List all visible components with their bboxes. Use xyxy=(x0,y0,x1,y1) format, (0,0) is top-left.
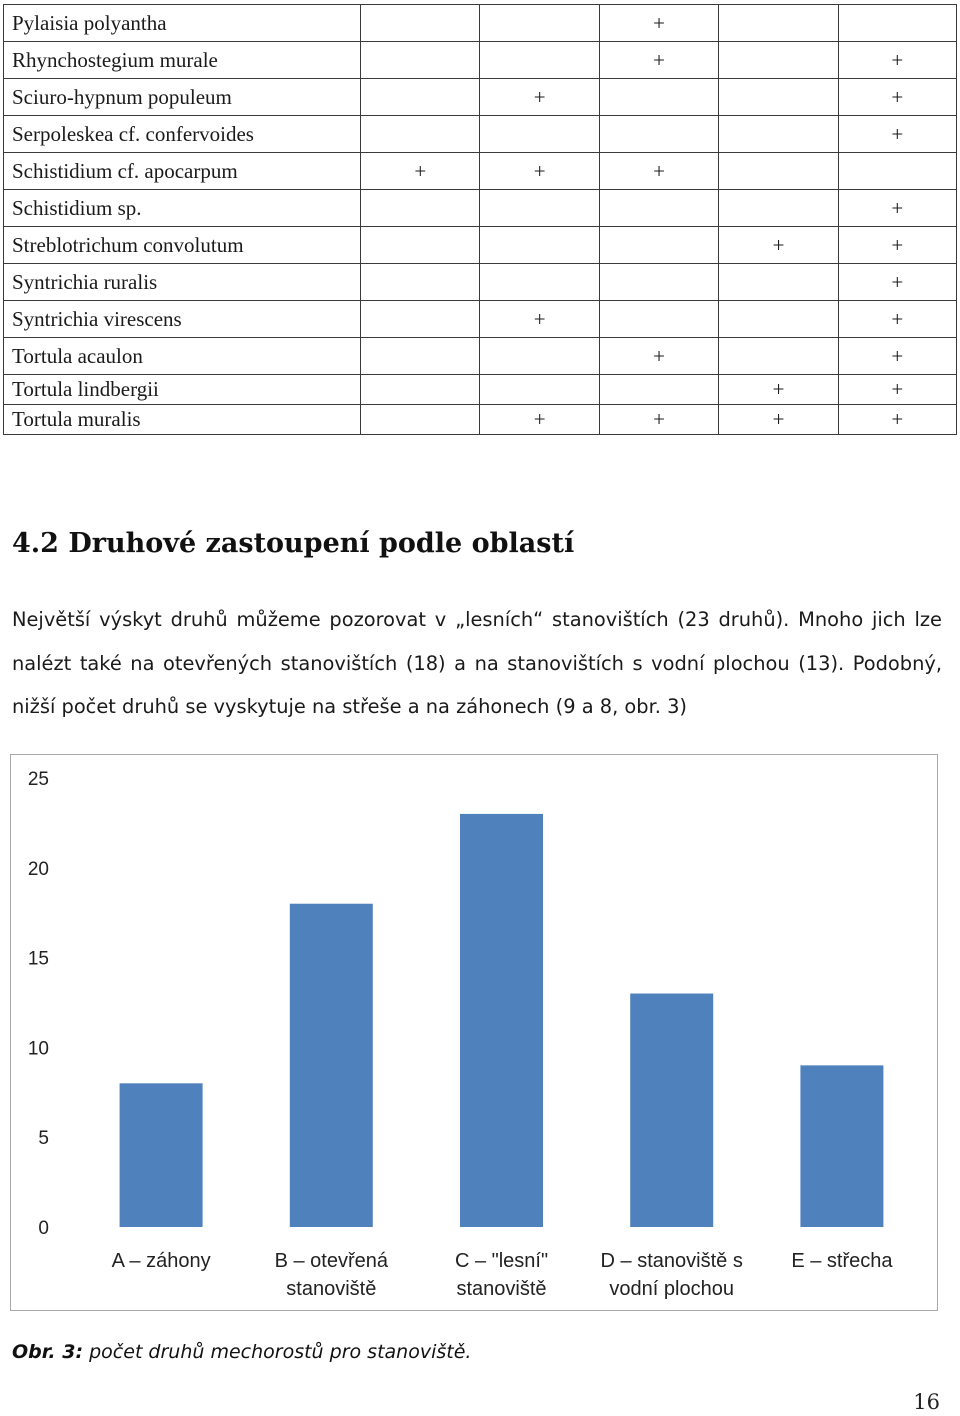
occurrence-cell xyxy=(719,79,838,116)
occurrence-cell xyxy=(480,338,599,375)
species-name: Schistidium cf. apocarpum xyxy=(4,153,361,190)
y-tick-label: 20 xyxy=(27,858,49,880)
occurrence-cell: + xyxy=(838,405,956,435)
figure-caption xyxy=(12,1341,471,1363)
table-row xyxy=(4,301,957,338)
x-category-label: C – "lesní" xyxy=(454,1250,549,1272)
occurrence-cell: + xyxy=(838,79,956,116)
occurrence-cell xyxy=(480,116,599,153)
occurrence-cell: + xyxy=(361,153,480,190)
occurrence-cell xyxy=(838,5,956,42)
bar xyxy=(460,814,543,1227)
body-paragraph: Největší výskyt druhů můžeme pozorovat v „lesních“ stanovištích (23 druhů). Mnoho jich lze nalézt také na otevřených stanovištích (18) a na stanovištích s vodní plochou (13). Podobný, nižší počet druhů se vyskytuje na střeše a na záhonech (9 a 8, obr. 3) xyxy=(12,608,942,718)
x-category-label: stanoviště xyxy=(286,1278,377,1300)
occurrence-cell: + xyxy=(480,153,599,190)
occurrence-cell: + xyxy=(719,375,838,405)
x-category-label: A – záhony xyxy=(111,1250,211,1272)
occurrence-cell xyxy=(719,116,838,153)
y-tick-label: 0 xyxy=(38,1218,49,1239)
occurrence-cell: + xyxy=(838,375,956,405)
table-row xyxy=(4,116,957,153)
occurrence-cell xyxy=(599,227,718,264)
bar-chart-svg xyxy=(11,755,937,1310)
species-name: Tortula muralis xyxy=(4,405,361,435)
species-table-body xyxy=(4,5,957,435)
bar xyxy=(120,1083,203,1227)
occurrence-cell: + xyxy=(719,405,838,435)
section-heading: 4.2 Druhové zastoupení podle oblastí xyxy=(12,528,575,559)
occurrence-cell xyxy=(480,42,599,79)
bar xyxy=(800,1065,883,1227)
occurrence-cell xyxy=(480,5,599,42)
occurrence-cell: + xyxy=(838,42,956,79)
species-name: Syntrichia virescens xyxy=(4,301,361,338)
table-row xyxy=(4,227,957,264)
x-category-label: stanoviště xyxy=(456,1278,547,1300)
occurrence-cell: + xyxy=(599,5,718,42)
caption-text: počet druhů mechorostů pro stanoviště. xyxy=(83,1341,472,1363)
table-row xyxy=(4,79,957,116)
occurrence-cell xyxy=(361,190,480,227)
occurrence-cell xyxy=(361,405,480,435)
bar xyxy=(630,994,713,1227)
occurrence-cell xyxy=(719,153,838,190)
bar xyxy=(290,904,373,1227)
occurrence-cell xyxy=(838,153,956,190)
table-row xyxy=(4,5,957,42)
y-tick-label: 25 xyxy=(27,769,49,790)
occurrence-cell xyxy=(361,79,480,116)
table-row xyxy=(4,153,957,190)
occurrence-cell xyxy=(361,42,480,79)
table-row xyxy=(4,375,957,405)
occurrence-cell xyxy=(361,264,480,301)
occurrence-cell: + xyxy=(838,190,956,227)
occurrence-cell xyxy=(599,301,718,338)
occurrence-cell xyxy=(361,338,480,375)
caption-label: Obr. 3: xyxy=(12,1341,84,1363)
occurrence-cell xyxy=(480,264,599,301)
species-name: Schistidium sp. xyxy=(4,190,361,227)
occurrence-cell: + xyxy=(838,264,956,301)
occurrence-cell xyxy=(599,264,718,301)
table-row xyxy=(4,405,957,435)
occurrence-cell xyxy=(599,375,718,405)
occurrence-cell xyxy=(361,5,480,42)
occurrence-cell xyxy=(599,79,718,116)
occurrence-cell: + xyxy=(838,338,956,375)
species-name: Rhynchostegium murale xyxy=(4,42,361,79)
table-row xyxy=(4,338,957,375)
occurrence-cell: + xyxy=(838,116,956,153)
occurrence-cell: + xyxy=(480,301,599,338)
occurrence-cell xyxy=(361,227,480,264)
x-category-label: E – střecha xyxy=(791,1250,893,1272)
species-name: Pylaisia polyantha xyxy=(4,5,361,42)
occurrence-cell xyxy=(480,375,599,405)
occurrence-cell: + xyxy=(480,79,599,116)
occurrence-cell xyxy=(480,227,599,264)
occurrence-cell xyxy=(719,42,838,79)
y-tick-label: 10 xyxy=(27,1038,49,1060)
species-name: Serpoleskea cf. confervoides xyxy=(4,116,361,153)
occurrence-cell: + xyxy=(599,42,718,79)
occurrence-cell xyxy=(719,190,838,227)
occurrence-cell xyxy=(719,301,838,338)
species-table xyxy=(3,4,957,435)
occurrence-cell: + xyxy=(719,227,838,264)
occurrence-cell xyxy=(719,338,838,375)
occurrence-cell: + xyxy=(838,301,956,338)
species-name: Syntrichia ruralis xyxy=(4,264,361,301)
table-row xyxy=(4,264,957,301)
occurrence-cell xyxy=(599,190,718,227)
x-category-label: vodní plochou xyxy=(609,1278,734,1300)
bar-chart xyxy=(10,754,938,1311)
x-category-label: B – otevřená xyxy=(274,1250,389,1272)
occurrence-cell: + xyxy=(480,405,599,435)
occurrence-cell xyxy=(361,301,480,338)
page-number: 16 xyxy=(913,1390,940,1414)
occurrence-cell: + xyxy=(599,405,718,435)
species-name: Sciuro-hypnum populeum xyxy=(4,79,361,116)
table-row xyxy=(4,42,957,79)
y-tick-label: 15 xyxy=(27,948,49,970)
table-row xyxy=(4,190,957,227)
y-tick-label: 5 xyxy=(38,1128,49,1150)
occurrence-cell xyxy=(361,375,480,405)
occurrence-cell: + xyxy=(599,338,718,375)
occurrence-cell: + xyxy=(599,153,718,190)
occurrence-cell xyxy=(719,264,838,301)
occurrence-cell xyxy=(719,5,838,42)
species-name: Tortula acaulon xyxy=(4,338,361,375)
occurrence-cell xyxy=(599,116,718,153)
species-name: Tortula lindbergii xyxy=(4,375,361,405)
species-name: Streblotrichum convolutum xyxy=(4,227,361,264)
occurrence-cell: + xyxy=(838,227,956,264)
occurrence-cell xyxy=(480,190,599,227)
occurrence-cell xyxy=(361,116,480,153)
x-category-label: D – stanoviště s xyxy=(600,1250,743,1272)
